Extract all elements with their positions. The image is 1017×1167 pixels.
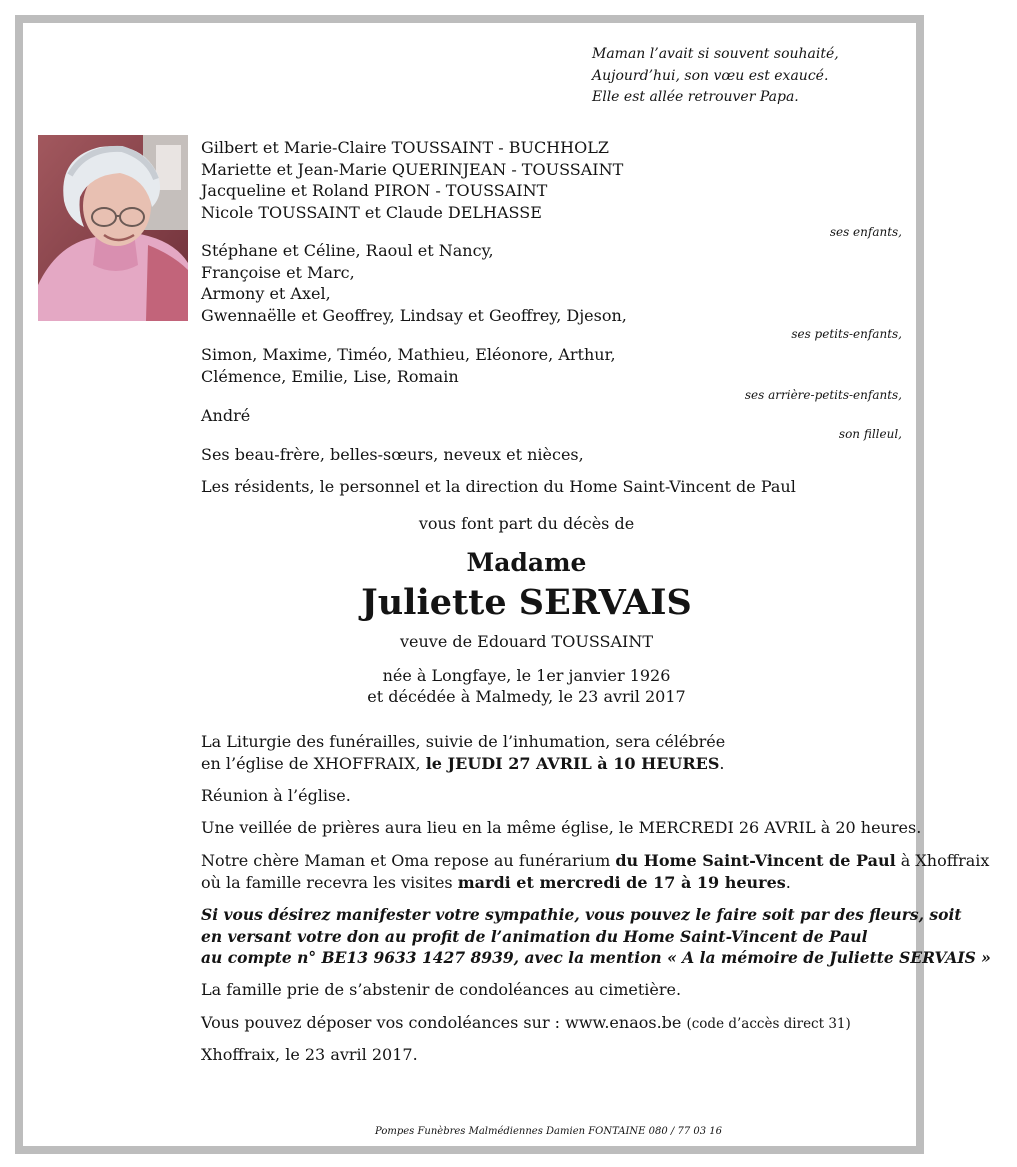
list-item: Françoise et Marc, (201, 262, 355, 282)
children-role: ses enfants, (829, 225, 902, 239)
poem-line: Elle est allée retrouver Papa. (592, 89, 799, 105)
visits-hours: mardi et mercredi de 17 à 19 heures (457, 872, 786, 892)
death-text: et décédée à Malmedy, le 23 avril 2017 (367, 687, 686, 706)
residents: Les résidents, le personnel et la direction du Home Saint-Vincent de Paul (201, 477, 796, 496)
condolences-line (201, 1012, 851, 1036)
meeting-text: Réunion à l’église. (201, 786, 351, 805)
funerarium-line (201, 872, 989, 894)
deceased-title: Madame (466, 548, 587, 577)
visits-text: où la famille recevra les visites (201, 872, 458, 892)
list-item: Gilbert et Marie-Claire TOUSSAINT - BUCHHOLZ (201, 138, 609, 157)
funerarium-text: Notre chère Maman et Oma repose au funérarium (201, 851, 616, 870)
poem-line: Maman l’avait si souvent souhaité, (592, 46, 839, 62)
funerarium-paragraph (201, 850, 989, 893)
deceased-name: Juliette SERVAIS (361, 582, 692, 623)
liturgy-date: JEUDI 27 AVRIL (447, 753, 592, 773)
grandchildren-role: ses petits-enfants, (791, 327, 902, 341)
sympathy-line: en versant votre don au profit de l’animation du Home Saint-Vincent de Paul (201, 926, 868, 946)
visits-period: . (785, 872, 791, 892)
announce-text: vous font part du décès de (418, 514, 635, 533)
godson-role: son filleul, (838, 427, 902, 441)
great-grandchildren-role: ses arrière-petits-enfants, (744, 388, 902, 402)
birth-text: née à Longfaye, le 1er janvier 1926 (382, 666, 671, 685)
access-code: (code d’accès direct 31) (686, 1016, 851, 1032)
liturgy-line: La Liturgie des funérailles, suivie de l’inhumation, sera célébrée (201, 732, 726, 751)
place-date: Xhoffraix, le 23 avril 2017. (201, 1045, 418, 1064)
list-item: Simon, Maxime, Timéo, Mathieu, Eléonore, Arthur, (201, 345, 616, 364)
extended-family: Ses beau-frère, belles-sœurs, neveux et nièces, (201, 445, 584, 464)
liturgy-period: . (719, 753, 725, 773)
godson: André (201, 406, 251, 425)
list-item: Armony et Axel, (201, 284, 331, 303)
sympathy-line: au compte n° BE13 9633 1427 8939, avec la mention « A la mémoire de Juliette SERVAIS » (201, 948, 991, 967)
condolences-text: Vous pouvez déposer vos condoléances sur : www.enaos.be (201, 1013, 682, 1032)
grandchildren-list (201, 240, 627, 326)
poem-line: Aujourd’hui, son vœu est exaucé. (592, 67, 829, 84)
funerarium-place: à Xhoffraix (895, 851, 990, 870)
liturgy-time: à 10 HEURES (591, 753, 720, 773)
sympathy-line: Si vous désirez manifester votre sympathie, vous pouvez le faire soit par des fleurs, soit (201, 905, 962, 924)
liturgy-paragraph (201, 731, 725, 774)
portrait-photo (38, 135, 188, 321)
liturgy-church: en l’église de XHOFFRAIX, (201, 753, 426, 773)
list-item: Nicole TOUSSAINT et Claude DELHASSE (201, 202, 542, 222)
vigil-text: Une veillée de prières aura lieu en la même église, le MERCREDI 26 AVRIL à 20 heures. (201, 818, 922, 837)
cemetery-text: La famille prie de s’abstenir de condoléances au cimetière. (201, 980, 682, 999)
liturgy-line (201, 753, 725, 775)
list-item: Mariette et Jean-Marie QUERINJEAN - TOUSSAINT (201, 159, 624, 179)
sympathy-paragraph (201, 904, 991, 969)
list-item: Gwennaëlle et Geoffrey, Lindsay et Geoffrey, Djeson, (201, 305, 627, 325)
widow-text: veuve de Edouard TOUSSAINT (399, 632, 654, 651)
children-list (201, 137, 623, 223)
liturgy-bold-le: le (425, 753, 448, 773)
list-item: Clémence, Emilie, Lise, Romain (201, 366, 459, 386)
portrait-illustration (38, 135, 188, 321)
list-item: Jacqueline et Roland PIRON - TOUSSAINT (201, 181, 548, 200)
funerarium-home: du Home Saint-Vincent de Paul (615, 851, 896, 870)
poem (592, 44, 839, 109)
list-item: Stéphane et Céline, Raoul et Nancy, (201, 241, 494, 260)
funerarium-line (201, 850, 989, 872)
footer-funeral-home: Pompes Funèbres Malmédiennes Damien FONTAINE 080 / 77 03 16 (375, 1126, 722, 1137)
great-grandchildren-list (201, 344, 616, 387)
